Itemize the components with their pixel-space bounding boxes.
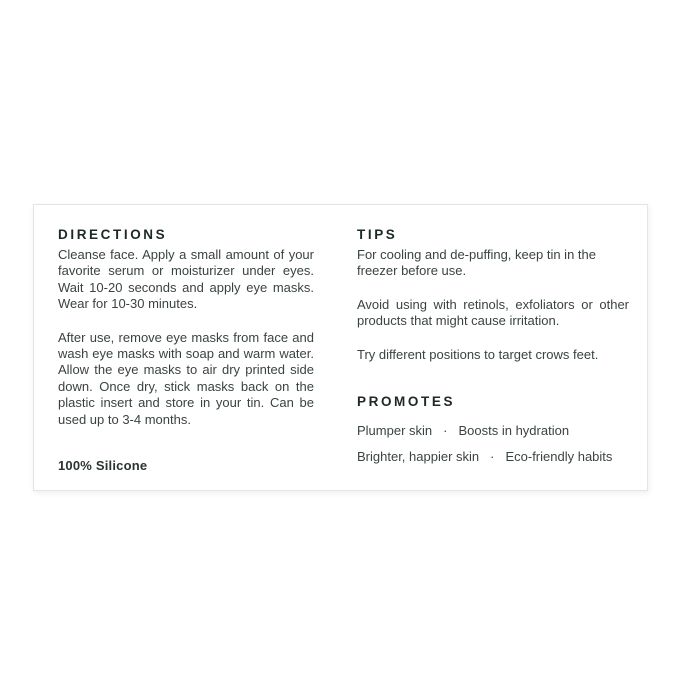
- promotes-item: Brighter, happier skin: [357, 449, 480, 465]
- directions-paragraph-2: After use, remove eye masks from face and wash eye masks with soap and warm water. Allow the eye masks to air dry printed side down. Once dry, stick masks back on the plastic insert and store in your tin. Can be used up to 3-4 months.: [58, 329, 314, 427]
- tips-paragraph-2: Avoid using with retinols, exfoliators or other products that might cause irritation.: [357, 296, 629, 329]
- promotes-item: Boosts in hydration: [458, 423, 570, 439]
- tips-paragraph-1: For cooling and de-puffing, keep tin in the freezer before use.: [357, 247, 596, 279]
- tips-promotes-column: [357, 227, 629, 470]
- promotes-item: Eco-friendly habits: [505, 449, 613, 465]
- promotes-row-1: [357, 423, 629, 439]
- promotes-heading: PROMOTES: [357, 394, 456, 410]
- directions-heading: DIRECTIONS: [58, 227, 168, 242]
- promotes-item: Plumper skin: [357, 423, 433, 439]
- dot-separator-icon: ·: [490, 449, 495, 465]
- tips-heading: TIPS: [357, 227, 398, 242]
- promotes-row-2: [357, 449, 629, 465]
- material-note: 100% Silicone: [58, 458, 148, 474]
- product-label-card: [33, 204, 648, 491]
- dot-separator-icon: ·: [443, 423, 448, 439]
- directions-paragraph-1: Cleanse face. Apply a small amount of your favorite serum or moisturizer under eyes. Wait 10-20 seconds and apply eye masks. Wear for 10-30 minutes.: [58, 247, 314, 312]
- directions-column: [58, 227, 314, 474]
- tips-paragraph-3: Try different positions to target crows feet.: [357, 346, 599, 362]
